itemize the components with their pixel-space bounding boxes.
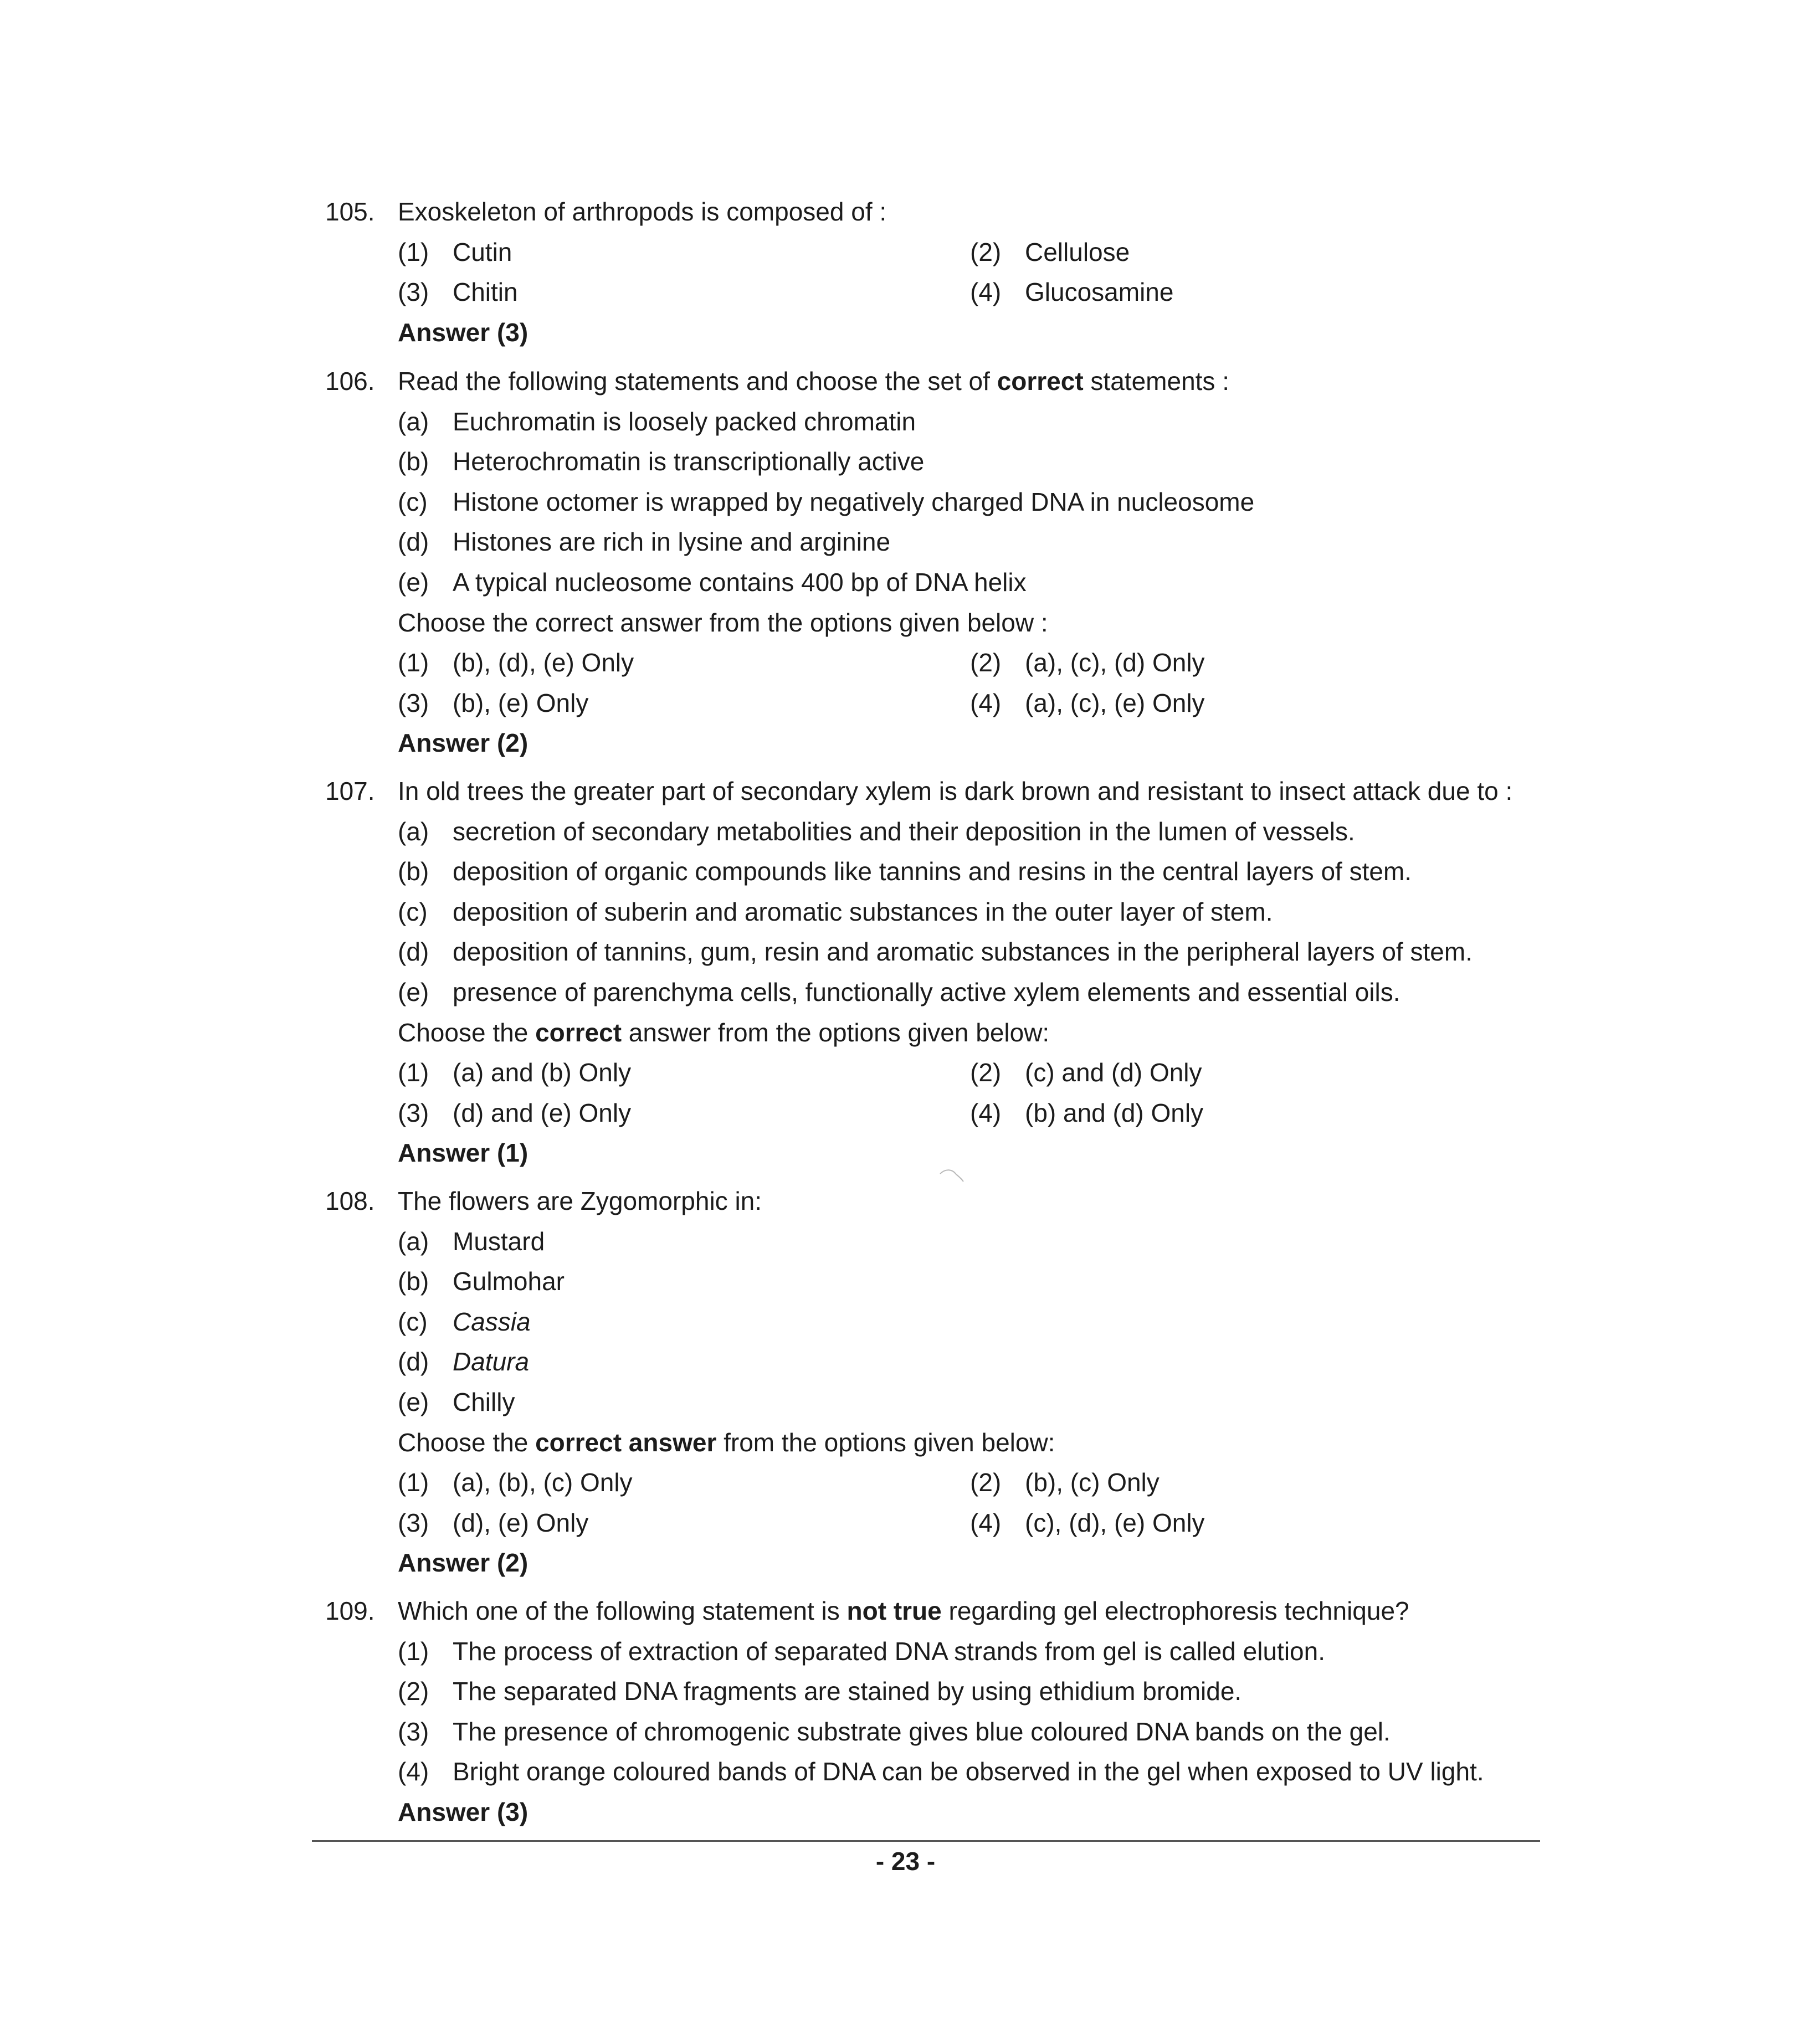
option-text: (a) and (b) Only: [453, 1058, 632, 1087]
option-row: [325, 1671, 1533, 1712]
statement-label: (b): [398, 1267, 429, 1296]
statement-label: (b): [398, 857, 429, 886]
option-row: [325, 232, 1533, 273]
answer-key: Answer (3): [398, 1797, 529, 1826]
option-row: [325, 1462, 1533, 1503]
statement-text: Cassia: [453, 1307, 531, 1336]
question-number: 108.: [325, 1187, 375, 1215]
option-text: Cutin: [453, 237, 512, 266]
statement-label: (e): [398, 1387, 429, 1416]
question-stem: Read the following statements and choose the set of correct statements :: [398, 367, 1229, 396]
statement-label: (a): [398, 816, 429, 846]
statement-row: [325, 482, 1533, 522]
option-label: (4): [970, 1098, 1002, 1127]
statement-row: [325, 932, 1533, 972]
statement-text: secretion of secondary metabolities and their deposition in the lumen of vessels.: [453, 816, 1355, 846]
option-text: (a), (b), (c) Only: [453, 1468, 633, 1497]
statement-row: [325, 1342, 1533, 1382]
question-number: 107.: [325, 777, 375, 805]
option-label: (2): [970, 1058, 1002, 1087]
scan-mark: [938, 1166, 966, 1185]
statement-label: (d): [398, 937, 429, 967]
answer-key: Answer (1): [398, 1138, 529, 1168]
option-text: Cellulose: [1025, 237, 1130, 266]
statement-row: [325, 851, 1533, 892]
question-stem: In old trees the greater part of secondary xylem is dark brown and resistant to insect attack due to :: [398, 777, 1513, 805]
choose-instruction: Choose the correct answer from the options given below:: [398, 1018, 1050, 1047]
statement-label: (c): [398, 1307, 428, 1336]
answer-key: Answer (2): [398, 728, 529, 758]
option-label: (4): [970, 278, 1002, 307]
statement-row: [325, 892, 1533, 932]
question-number: 109.: [325, 1596, 375, 1625]
option-row: [325, 1503, 1533, 1543]
option-text: (c), (d), (e) Only: [1025, 1508, 1205, 1537]
option-label: (2): [970, 237, 1002, 266]
statement-text: deposition of suberin and aromatic substances in the outer layer of stem.: [453, 897, 1273, 926]
option-text: (d), (e) Only: [453, 1508, 589, 1537]
statement-row: [325, 1221, 1533, 1262]
statement-text: Heterochromatin is transcriptionally active: [453, 447, 925, 476]
option-label: (1): [398, 1636, 429, 1666]
question-107: [325, 771, 1533, 1173]
statement-text: deposition of tannins, gum, resin and aromatic substances in the peripheral layers of stem.: [453, 937, 1473, 967]
statement-row: [325, 522, 1533, 562]
option-label: (3): [398, 1098, 429, 1127]
option-text: (b) and (d) Only: [1025, 1098, 1204, 1127]
option-row: [325, 643, 1533, 683]
option-label: (4): [970, 1508, 1002, 1537]
option-row: [325, 1712, 1533, 1752]
option-row: [325, 1093, 1533, 1133]
option-label: (3): [398, 1717, 429, 1746]
option-text: Glucosamine: [1025, 278, 1174, 307]
statement-text: Mustard: [453, 1226, 545, 1256]
option-label: (1): [398, 237, 429, 266]
option-text: (b), (d), (e) Only: [453, 648, 634, 677]
statement-text: Histones are rich in lysine and arginine: [453, 527, 891, 557]
question-105: [325, 192, 1533, 352]
choose-instruction: Choose the correct answer from the options given below:: [398, 1427, 1055, 1457]
option-label: (4): [970, 688, 1002, 717]
answer-key: Answer (3): [398, 317, 529, 347]
statement-label: (c): [398, 897, 428, 926]
option-label: (1): [398, 1468, 429, 1497]
statement-row: [325, 972, 1533, 1013]
option-row: [325, 272, 1533, 312]
statement-text: Euchromatin is loosely packed chromatin: [453, 407, 916, 436]
question-stem: The flowers are Zygomorphic in:: [398, 1187, 762, 1215]
option-label: (2): [970, 648, 1002, 677]
option-label: (3): [398, 688, 429, 717]
option-text: (c) and (d) Only: [1025, 1058, 1202, 1087]
statement-label: (a): [398, 1226, 429, 1256]
option-row: [325, 1052, 1533, 1093]
answer-key: Answer (2): [398, 1548, 529, 1578]
question-stem: Exoskeleton of arthropods is composed of :: [398, 197, 887, 226]
statement-label: (d): [398, 527, 429, 557]
choose-instruction: Choose the correct answer from the options given below :: [398, 608, 1048, 637]
option-text: (a), (c), (d) Only: [1025, 648, 1205, 677]
option-label: (3): [398, 1508, 429, 1537]
statement-text: Histone octomer is wrapped by negatively charged DNA in nucleosome: [453, 487, 1255, 516]
question-108: [325, 1181, 1533, 1583]
question-number: 105.: [325, 197, 375, 226]
option-label: (2): [970, 1468, 1002, 1497]
option-label: (1): [398, 648, 429, 677]
statement-row: [325, 1382, 1533, 1422]
option-label: (2): [398, 1677, 429, 1706]
option-text: The process of extraction of separated DNA strands from gel is called elution.: [453, 1636, 1326, 1666]
option-text: (a), (c), (e) Only: [1025, 688, 1205, 717]
option-label: (1): [398, 1058, 429, 1087]
page-number: - 23 -: [875, 1847, 936, 1876]
statement-text: Datura: [453, 1347, 530, 1377]
option-text: (b), (c) Only: [1025, 1468, 1160, 1497]
statement-text: Chilly: [453, 1387, 515, 1416]
option-text: (b), (e) Only: [453, 688, 589, 717]
statement-label: (e): [398, 567, 429, 597]
statement-row: [325, 441, 1533, 482]
statement-text: presence of parenchyma cells, functionally active xylem elements and essential oils.: [453, 977, 1400, 1006]
statement-row: [325, 1302, 1533, 1342]
option-row: [325, 683, 1533, 723]
statement-label: (a): [398, 407, 429, 436]
option-text: Bright orange coloured bands of DNA can be observed in the gel when exposed to UV light.: [453, 1757, 1484, 1786]
question-106: [325, 361, 1533, 763]
option-text: The presence of chromogenic substrate gives blue coloured DNA bands on the gel.: [453, 1717, 1391, 1746]
statement-row: [325, 1261, 1533, 1302]
statement-label: (e): [398, 977, 429, 1006]
statement-row: [325, 402, 1533, 442]
question-109: [325, 1591, 1533, 1832]
statement-row: [325, 562, 1533, 603]
option-text: Chitin: [453, 278, 518, 307]
statement-label: (b): [398, 447, 429, 476]
option-row: [325, 1631, 1533, 1672]
option-text: The separated DNA fragments are stained by using ethidium bromide.: [453, 1677, 1242, 1706]
footer-divider: [312, 1840, 1540, 1842]
question-number: 106.: [325, 367, 375, 396]
option-label: (3): [398, 278, 429, 307]
option-row: [325, 1752, 1533, 1792]
statement-label: (c): [398, 487, 428, 516]
statement-text: Gulmohar: [453, 1267, 565, 1296]
option-label: (4): [398, 1757, 429, 1786]
option-text: (d) and (e) Only: [453, 1098, 632, 1127]
statement-label: (d): [398, 1347, 429, 1377]
statement-text: A typical nucleosome contains 400 bp of DNA helix: [453, 567, 1027, 597]
statement-row: [325, 812, 1533, 852]
question-stem: Which one of the following statement is not true regarding gel electrophoresis technique?: [398, 1596, 1409, 1625]
statement-text: deposition of organic compounds like tannins and resins in the central layers of stem.: [453, 857, 1412, 886]
